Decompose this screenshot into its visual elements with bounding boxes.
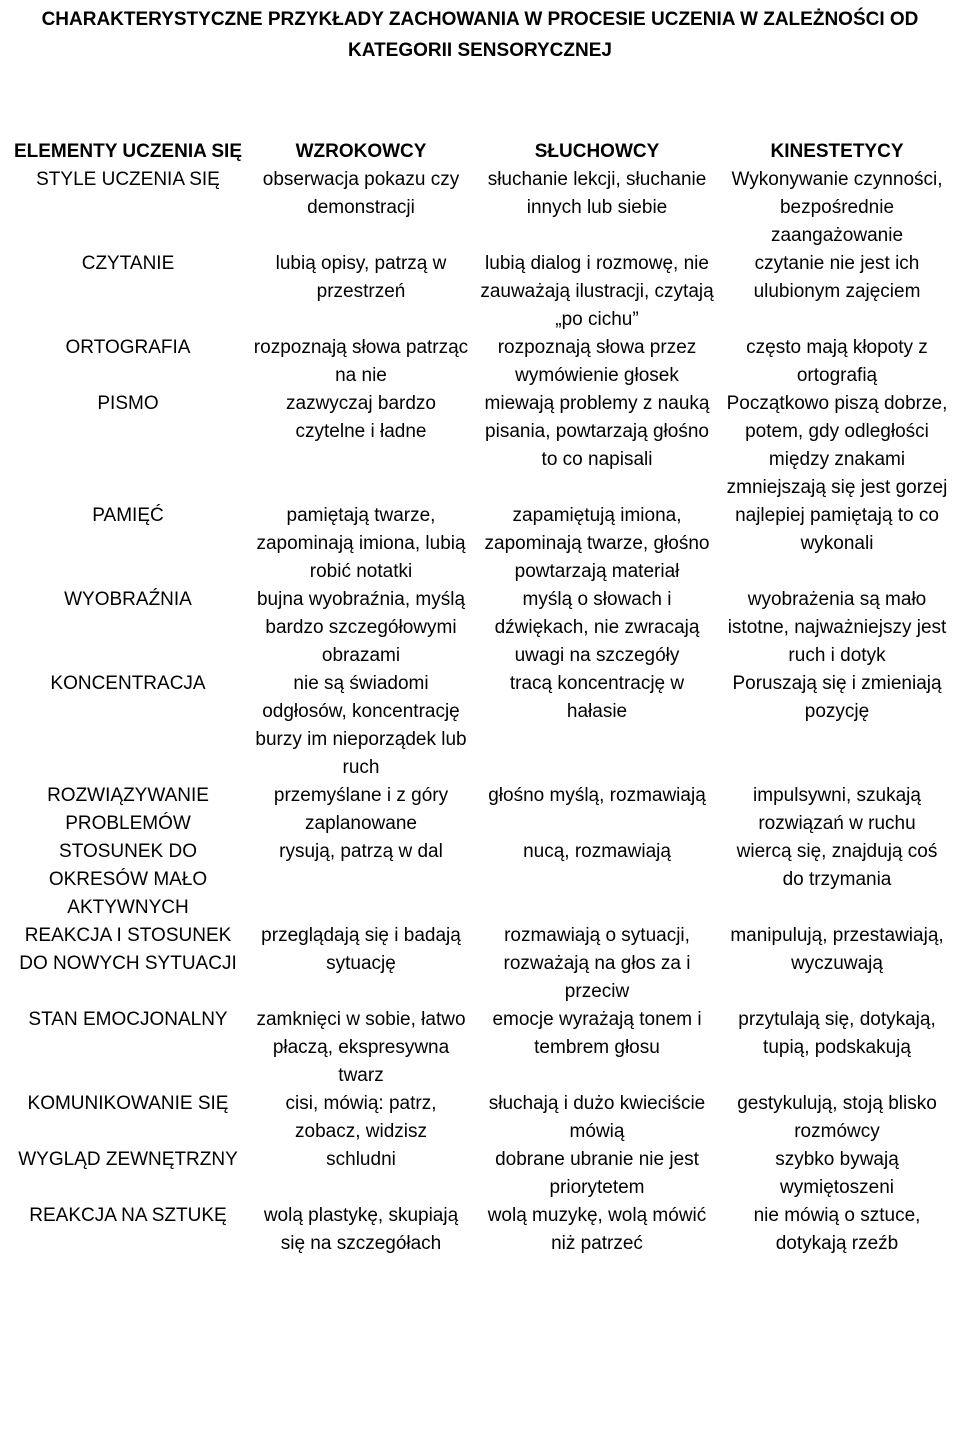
table-cell: rozpoznają słowa przez wymówienie głosek [497, 337, 697, 386]
table-row [8, 390, 954, 502]
table-cell: zazwyczaj bardzo czytelne i ładne [286, 393, 436, 442]
table-cell: zamknięci w sobie, łatwo płaczą, ekspresywna twarz [256, 1009, 466, 1086]
table-cell: lubią opisy, patrzą w przestrzeń [275, 253, 447, 302]
table-cell: miewają problemy z nauką pisania, powtarzają głośno to co napisali [484, 393, 710, 470]
row-category-cell: KONCENTRACJA [50, 673, 206, 694]
table-cell: rozmawiają o sytuacji, rozważają na głos za i przeciw [503, 925, 691, 1002]
header-cell: KINESTETYCY [770, 141, 904, 162]
table-row [8, 334, 954, 390]
table-row [8, 250, 954, 334]
row-category-cell: REAKCJA NA SZTUKĘ [29, 1205, 227, 1226]
row-category-cell: ROZWIĄZYWANIE PROBLEMÓW [47, 785, 209, 834]
row-category-cell: WYOBRAŹNIA [64, 589, 192, 610]
table-cell: rozpoznają słowa patrząc na nie [253, 337, 469, 386]
table-cell: słuchanie lekcji, słuchanie innych lub siebie [487, 169, 707, 218]
table-cell: schludni [326, 1149, 396, 1170]
table-cell: szybko bywają wymiętoszeni [775, 1149, 899, 1198]
table-row [8, 782, 954, 838]
table-header-row [8, 138, 954, 166]
table-cell: nie mówią o sztuce, dotykają rzeźb [753, 1205, 921, 1254]
table-row [8, 1146, 954, 1202]
table-cell: myślą o słowach i dźwiękach, nie zwracają uwagi na szczegóły [494, 589, 700, 666]
row-category-cell: REAKCJA I STOSUNEK DO NOWYCH SYTUACJI [19, 925, 237, 974]
table-cell: Wykonywanie czynności, bezpośrednie zaangażowanie [731, 169, 943, 246]
header-cell: ELEMENTY UCZENIA SIĘ [13, 141, 243, 162]
table-row [8, 1006, 954, 1090]
table-cell: gestykulują, stoją blisko rozmówcy [737, 1093, 937, 1142]
table-cell: obserwacja pokazu czy demonstracji [262, 169, 460, 218]
page-title: CHARAKTERYSTYCZNE PRZYKŁADY ZACHOWANIA W PROCESIE UCZENIA W ZALEŻNOŚCI OD KATEGORII SENSORYCZNEJ [41, 9, 919, 61]
table-cell: lubią dialog i rozmowę, nie zauważają ilustracji, czytają „po cichu” [480, 253, 714, 330]
row-category-cell: STAN EMOCJONALNY [28, 1009, 228, 1030]
row-category-cell: PAMIĘĆ [92, 505, 164, 526]
table-row [8, 670, 954, 782]
table-row [8, 922, 954, 1006]
table-cell: rysują, patrzą w dal [279, 841, 443, 862]
table-cell: cisi, mówią: patrz, zobacz, widzisz [285, 1093, 437, 1142]
table-cell: głośno myślą, rozmawiają [488, 785, 706, 806]
row-category-cell: PISMO [97, 393, 159, 414]
table-cell: czytanie nie jest ich ulubionym zajęciem [753, 253, 921, 302]
table-cell: tracą koncentrację w hałasie [509, 673, 685, 722]
table-row [8, 1090, 954, 1146]
learning-styles-table [8, 138, 954, 1258]
table-cell: słuchają i dużo kwieciście mówią [488, 1093, 706, 1142]
header-cell: SŁUCHOWCY [534, 141, 660, 162]
table-cell: Początkowo piszą dobrze, potem, gdy odległości między znakami zmniejszają się jest gorzej [726, 393, 948, 498]
table-row [8, 1202, 954, 1258]
table-cell: wolą muzykę, wolą mówić niż patrzeć [487, 1205, 707, 1254]
table-cell: pamiętają twarze, zapominają imiona, lubią robić notatki [256, 505, 466, 582]
table-cell: emocje wyrażają tonem i tembrem głosu [492, 1009, 702, 1058]
table-row [8, 502, 954, 586]
row-category-cell: WYGLĄD ZEWNĘTRZNY [18, 1149, 238, 1170]
table-cell: wolą plastykę, skupiają się na szczegółach [263, 1205, 459, 1254]
table-cell: nie są świadomi odgłosów, koncentrację burzy im nieporządek lub ruch [255, 673, 467, 778]
table-cell: najlepiej pamiętają to co wykonali [735, 505, 939, 554]
table-cell: wyobrażenia są mało istotne, najważniejszy jest ruch i dotyk [727, 589, 947, 666]
table-cell: nucą, rozmawiają [523, 841, 671, 862]
table-row [8, 838, 954, 922]
table-row [8, 166, 954, 250]
row-category-cell: KOMUNIKOWANIE SIĘ [27, 1093, 229, 1114]
header-cell: WZROKOWCY [295, 141, 427, 162]
table-cell: przeglądają się i badają sytuację [261, 925, 461, 974]
row-category-cell: STYLE UCZENIA SIĘ [36, 169, 220, 190]
table-cell: manipulują, przestawiają, wyczuwają [730, 925, 944, 974]
table-row [8, 586, 954, 670]
table-cell: często mają kłopoty z ortografią [746, 337, 928, 386]
table-cell: przytulają się, dotykają, tupią, podskakują [738, 1009, 936, 1058]
table-cell: zapamiętują imiona, zapominają twarze, głośno powtarzają materiał [484, 505, 710, 582]
row-category-cell: ORTOGRAFIA [65, 337, 191, 358]
table-cell: przemyślane i z góry zaplanowane [273, 785, 449, 834]
row-category-cell: CZYTANIE [81, 253, 175, 274]
table-cell: wiercą się, znajdują coś do trzymania [736, 841, 938, 890]
table-cell: bujna wyobraźnia, myślą bardzo szczegółowymi obrazami [256, 589, 466, 666]
table-cell: impulsywni, szukają rozwiązań w ruchu [753, 785, 921, 834]
row-category-cell: STOSUNEK DO OKRESÓW MAŁO AKTYWNYCH [48, 841, 208, 918]
table-cell: Poruszają się i zmieniają pozycję [732, 673, 942, 722]
table-cell: dobrane ubranie nie jest priorytetem [495, 1149, 699, 1198]
